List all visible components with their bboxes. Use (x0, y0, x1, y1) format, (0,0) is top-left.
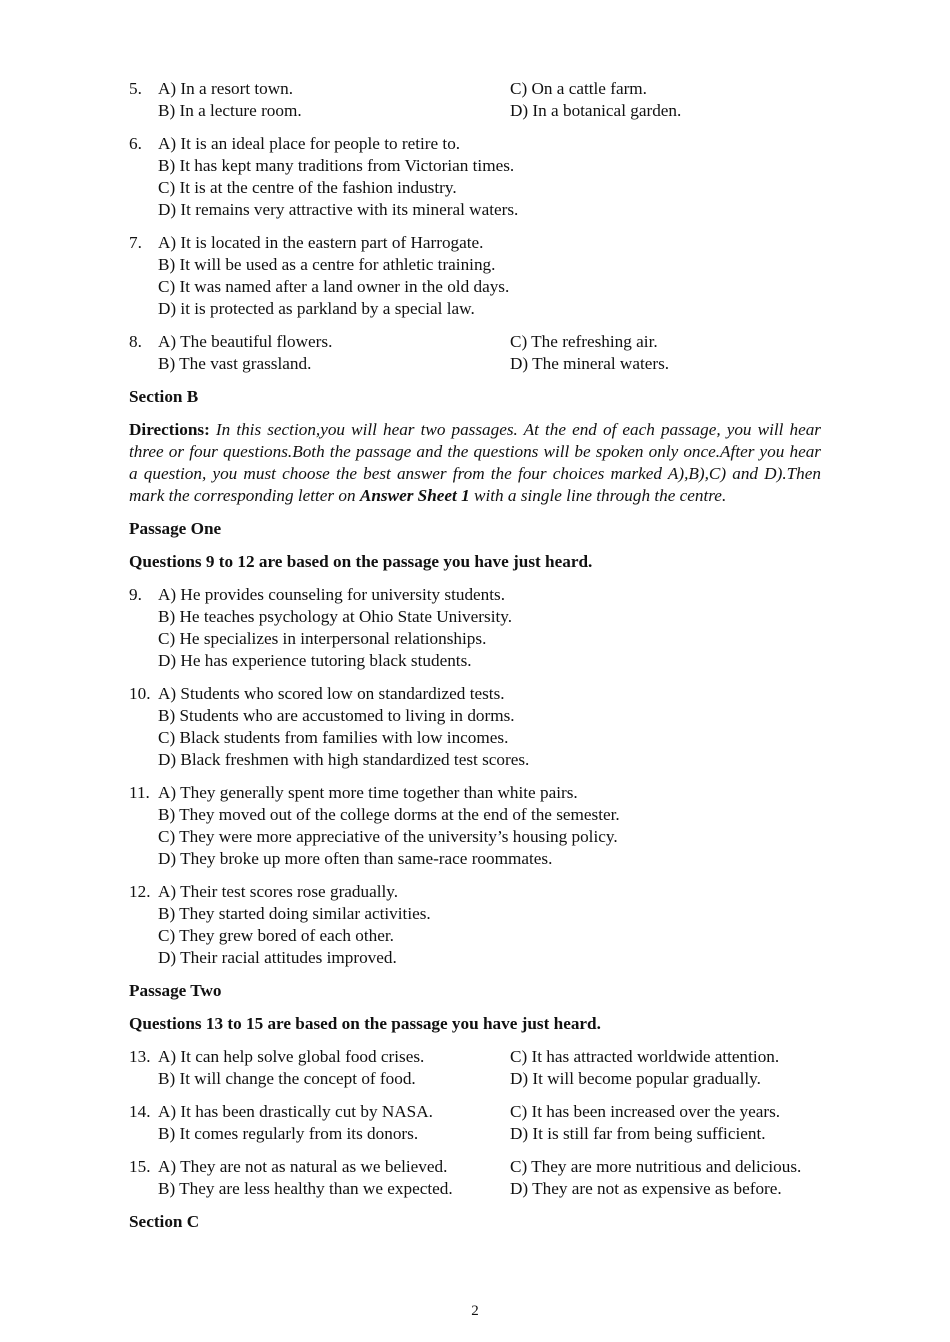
question-number: 9. (129, 585, 142, 604)
option-a: A) Students who scored low on standardized tests. (158, 684, 505, 703)
option-a: A) They generally spent more time together than white pairs. (158, 783, 578, 802)
option-d: D) It is still far from being sufficient. (510, 1124, 766, 1143)
question-number: 15. (129, 1157, 151, 1176)
answer-sheet-emphasis: Answer Sheet 1 (359, 486, 470, 505)
option-d: D) it is protected as parkland by a special law. (158, 299, 475, 318)
option-d: D) It will become popular gradually. (510, 1069, 761, 1088)
option-c: C) On a cattle farm. (510, 79, 647, 98)
option-c: C) He specializes in interpersonal relationships. (158, 629, 487, 648)
option-c: C) Black students from families with low incomes. (158, 728, 509, 747)
option-a: A) He provides counseling for university students. (158, 585, 506, 604)
option-b: B) They started doing similar activities. (158, 904, 431, 923)
option-c: C) It is at the centre of the fashion industry. (158, 178, 457, 197)
question-15 (129, 1156, 821, 1200)
directions-paragraph (129, 419, 821, 507)
option-b: B) It will be used as a centre for athletic training. (158, 255, 496, 274)
option-c: C) They grew bored of each other. (158, 926, 394, 945)
option-a: A) They are not as natural as we believed. (158, 1157, 448, 1176)
question-number: 14. (129, 1102, 151, 1121)
option-c: C) They are more nutritious and delicious. (510, 1157, 802, 1176)
directions-text-1: In this section,you will hear two passages. At the end of each passage, you will hear three or four questions.Both the passage and the questions will be spoken only once.After you hear a question, you must choose the best answer from the four choices marked A),B),C) and D).Then mark the corresponding letter on (129, 420, 821, 505)
option-a: A) It has been drastically cut by NASA. (158, 1102, 433, 1121)
option-d: D) They broke up more often than same-race roommates. (158, 849, 553, 868)
question-12 (129, 881, 821, 969)
option-a: A) In a resort town. (158, 79, 294, 98)
question-number: 5. (129, 79, 142, 98)
option-b: B) In a lecture room. (158, 101, 302, 120)
option-d: D) The mineral waters. (510, 354, 670, 373)
question-14 (129, 1101, 821, 1145)
question-number: 6. (129, 134, 142, 153)
option-d: D) He has experience tutoring black students. (158, 651, 472, 670)
question-6 (129, 133, 821, 221)
page-number: 2 (471, 1303, 479, 1319)
question-number: 12. (129, 882, 151, 901)
option-d: D) Black freshmen with high standardized test scores. (158, 750, 530, 769)
option-a: A) It is an ideal place for people to retire to. (158, 134, 461, 153)
option-a: A) Their test scores rose gradually. (158, 882, 399, 901)
directions-text-2: with a single line through the centre. (469, 486, 727, 505)
option-c: C) It was named after a land owner in the old days. (158, 277, 510, 296)
directions-label: Directions: (129, 420, 210, 439)
option-b: B) It will change the concept of food. (158, 1069, 416, 1088)
section-c-heading: Section C (129, 1212, 200, 1231)
option-c: C) The refreshing air. (510, 332, 658, 351)
option-b: B) The vast grassland. (158, 354, 312, 373)
option-d: D) Their racial attitudes improved. (158, 948, 397, 967)
option-a: A) It can help solve global food crises. (158, 1047, 425, 1066)
section-b-heading: Section B (129, 387, 199, 406)
question-number: 11. (129, 783, 150, 802)
option-b: B) He teaches psychology at Ohio State University. (158, 607, 513, 626)
question-number: 13. (129, 1047, 151, 1066)
question-number: 7. (129, 233, 142, 252)
option-c: C) It has been increased over the years. (510, 1102, 781, 1121)
option-d: D) In a botanical garden. (510, 101, 682, 120)
option-a: A) It is located in the eastern part of Harrogate. (158, 233, 484, 252)
question-9 (129, 584, 821, 672)
option-c: C) They were more appreciative of the university’s housing policy. (158, 827, 618, 846)
passage-one-title: Passage One (129, 519, 222, 538)
option-b: B) They moved out of the college dorms at the end of the semester. (158, 805, 620, 824)
question-11 (129, 782, 821, 870)
option-b: B) It comes regularly from its donors. (158, 1124, 419, 1143)
option-b: B) It has kept many traditions from Victorian times. (158, 156, 515, 175)
option-d: D) It remains very attractive with its mineral waters. (158, 200, 519, 219)
question-7 (129, 232, 821, 320)
passage-two-subtitle: Questions 13 to 15 are based on the passage you have just heard. (129, 1014, 601, 1033)
option-a: A) The beautiful flowers. (158, 332, 333, 351)
question-13 (129, 1046, 821, 1090)
option-c: C) It has attracted worldwide attention. (510, 1047, 780, 1066)
question-8 (129, 331, 821, 375)
exam-page-content (129, 78, 821, 1244)
passage-two-title: Passage Two (129, 981, 222, 1000)
option-b: B) Students who are accustomed to living in dorms. (158, 706, 515, 725)
question-number: 10. (129, 684, 151, 703)
passage-one-subtitle: Questions 9 to 12 are based on the passage you have just heard. (129, 552, 593, 571)
question-5 (129, 78, 821, 122)
question-number: 8. (129, 332, 142, 351)
option-d: D) They are not as expensive as before. (510, 1179, 782, 1198)
option-b: B) They are less healthy than we expected. (158, 1179, 453, 1198)
question-10 (129, 683, 821, 771)
